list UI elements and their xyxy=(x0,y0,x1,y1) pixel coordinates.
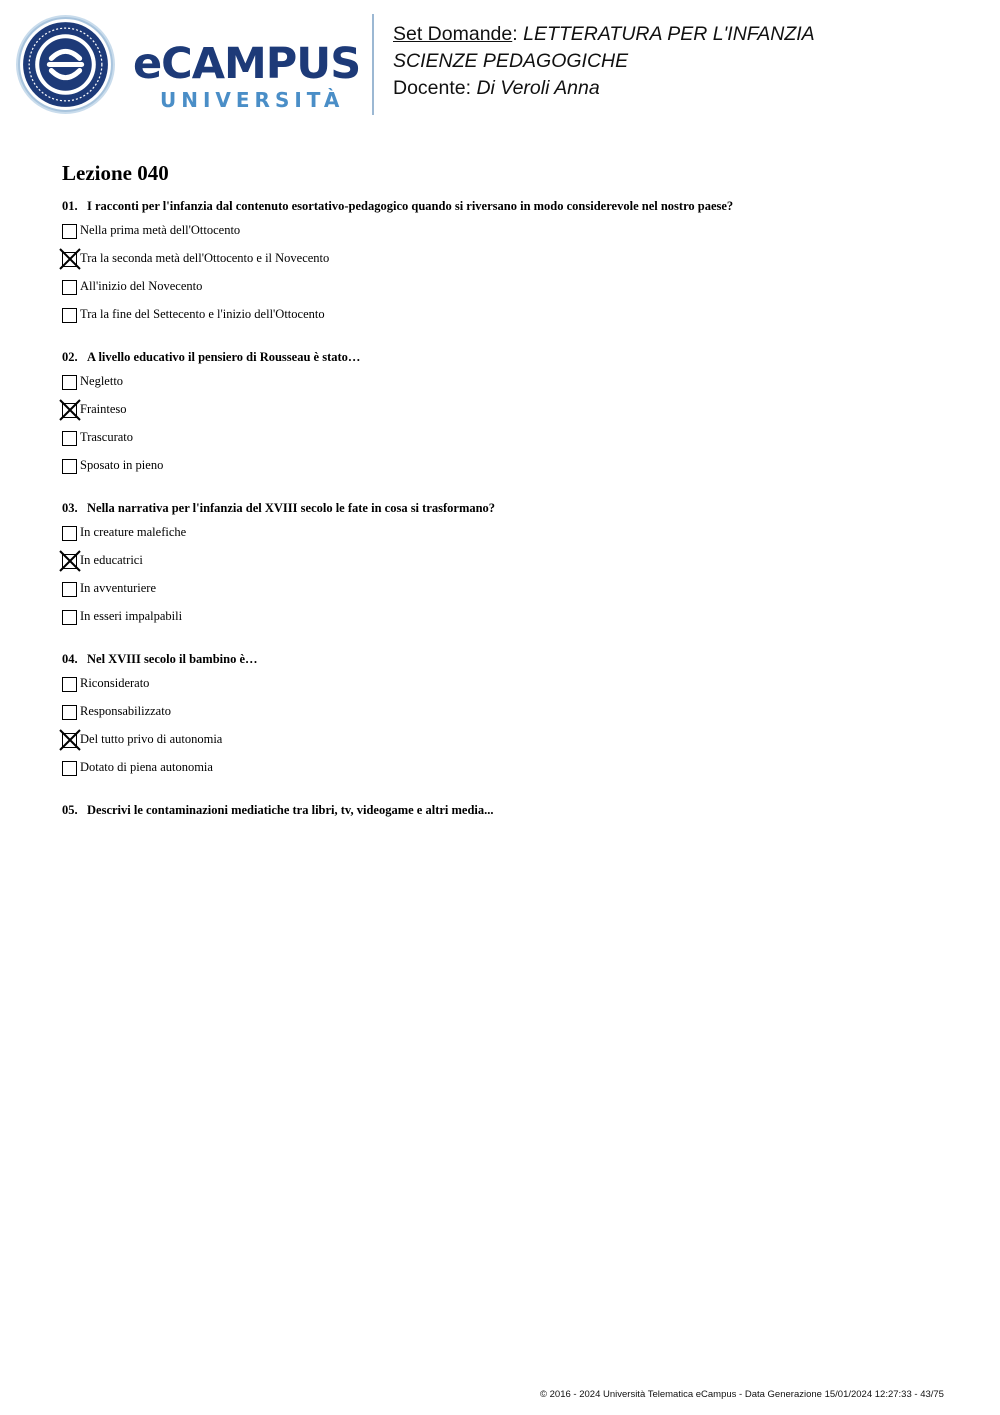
checkbox[interactable] xyxy=(62,375,77,390)
x-mark-icon xyxy=(58,247,82,271)
checkbox[interactable] xyxy=(62,224,77,239)
option-text: Sposato in pieno xyxy=(80,458,164,472)
teacher-name: Di Veroli Anna xyxy=(476,77,600,99)
checkbox[interactable] xyxy=(62,431,77,446)
x-mark-icon xyxy=(58,728,82,752)
logo-brand-text: eCAMPUS xyxy=(133,39,361,89)
x-mark-icon xyxy=(58,398,82,422)
question-text: Nella narrativa per l'infanzia del XVIII secolo le fate in cosa si trasformano? xyxy=(87,501,496,515)
question-2 xyxy=(62,350,360,365)
page-header xyxy=(0,0,1000,130)
x-mark-icon xyxy=(58,549,82,573)
course-info xyxy=(393,21,815,102)
option-text: Responsabilizzato xyxy=(80,704,171,718)
option-text: Dotato di piena autonomia xyxy=(80,760,213,774)
question-text: Nel XVIII secolo il bambino è… xyxy=(87,652,258,666)
question-text: Descrivi le contaminazioni mediatiche tra libri, tv, videogame e altri media... xyxy=(87,803,494,817)
degree-line xyxy=(393,48,815,75)
option-text: Tra la seconda metà dell'Ottocento e il Novecento xyxy=(80,251,330,265)
question-3 xyxy=(62,501,495,516)
option-text: Frainteso xyxy=(80,402,127,416)
checkbox[interactable] xyxy=(62,677,77,692)
checkbox[interactable] xyxy=(62,582,77,597)
question-5 xyxy=(62,803,494,818)
option-text: In avventuriere xyxy=(80,581,157,595)
lesson-title: Lezione 040 xyxy=(62,161,169,185)
header-divider xyxy=(372,14,374,115)
checkbox[interactable] xyxy=(62,280,77,295)
question-number: 03. xyxy=(62,501,78,515)
checkbox[interactable] xyxy=(62,761,77,776)
option-text: Nella prima metà dell'Ottocento xyxy=(80,223,241,237)
degree-name: SCIENZE PEDAGOGICHE xyxy=(393,50,629,72)
question-number: 04. xyxy=(62,652,78,666)
question-4 xyxy=(62,652,258,667)
option-text: In educatrici xyxy=(80,553,143,567)
checkbox[interactable] xyxy=(62,459,77,474)
option-text: Trascurato xyxy=(80,430,134,444)
set-separator: : xyxy=(512,23,524,45)
course-line xyxy=(393,21,815,48)
option-text: All'inizio del Novecento xyxy=(80,279,203,293)
option-text: Negletto xyxy=(80,374,124,388)
page-footer: © 2016 - 2024 Università Telematica eCampus - Data Generazione 15/01/2024 12:27:33 - 43/75 xyxy=(540,1389,944,1400)
question-number: 05. xyxy=(62,803,78,817)
teacher-line xyxy=(393,75,815,102)
question-1 xyxy=(62,199,733,214)
checkbox[interactable] xyxy=(62,308,77,323)
option-text: In creature malefiche xyxy=(80,525,187,539)
question-text: I racconti per l'infanzia dal contenuto esortativo-pedagogico quando si riversano in modo considerevole nel nostro paese? xyxy=(87,199,734,213)
option-text: Del tutto privo di autonomia xyxy=(80,732,223,746)
option-text: In esseri impalpabili xyxy=(80,609,183,623)
ecampus-wordmark xyxy=(133,38,361,118)
course-name: LETTERATURA PER L'INFANZIA xyxy=(523,23,815,45)
option-text: Riconsiderato xyxy=(80,676,150,690)
question-number: 01. xyxy=(62,199,78,213)
checkbox[interactable] xyxy=(62,705,77,720)
checkbox[interactable] xyxy=(62,526,77,541)
set-label: Set Domande xyxy=(393,23,513,45)
question-text: A livello educativo il pensiero di Rousseau è stato… xyxy=(87,350,361,364)
logo-sub-text: UNIVERSITÀ xyxy=(160,88,345,112)
ecampus-seal-logo-icon xyxy=(15,14,116,115)
question-number: 02. xyxy=(62,350,78,364)
teacher-label: Docente: xyxy=(393,77,477,99)
checkbox[interactable] xyxy=(62,610,77,625)
option-text: Tra la fine del Settecento e l'inizio dell'Ottocento xyxy=(80,307,325,321)
